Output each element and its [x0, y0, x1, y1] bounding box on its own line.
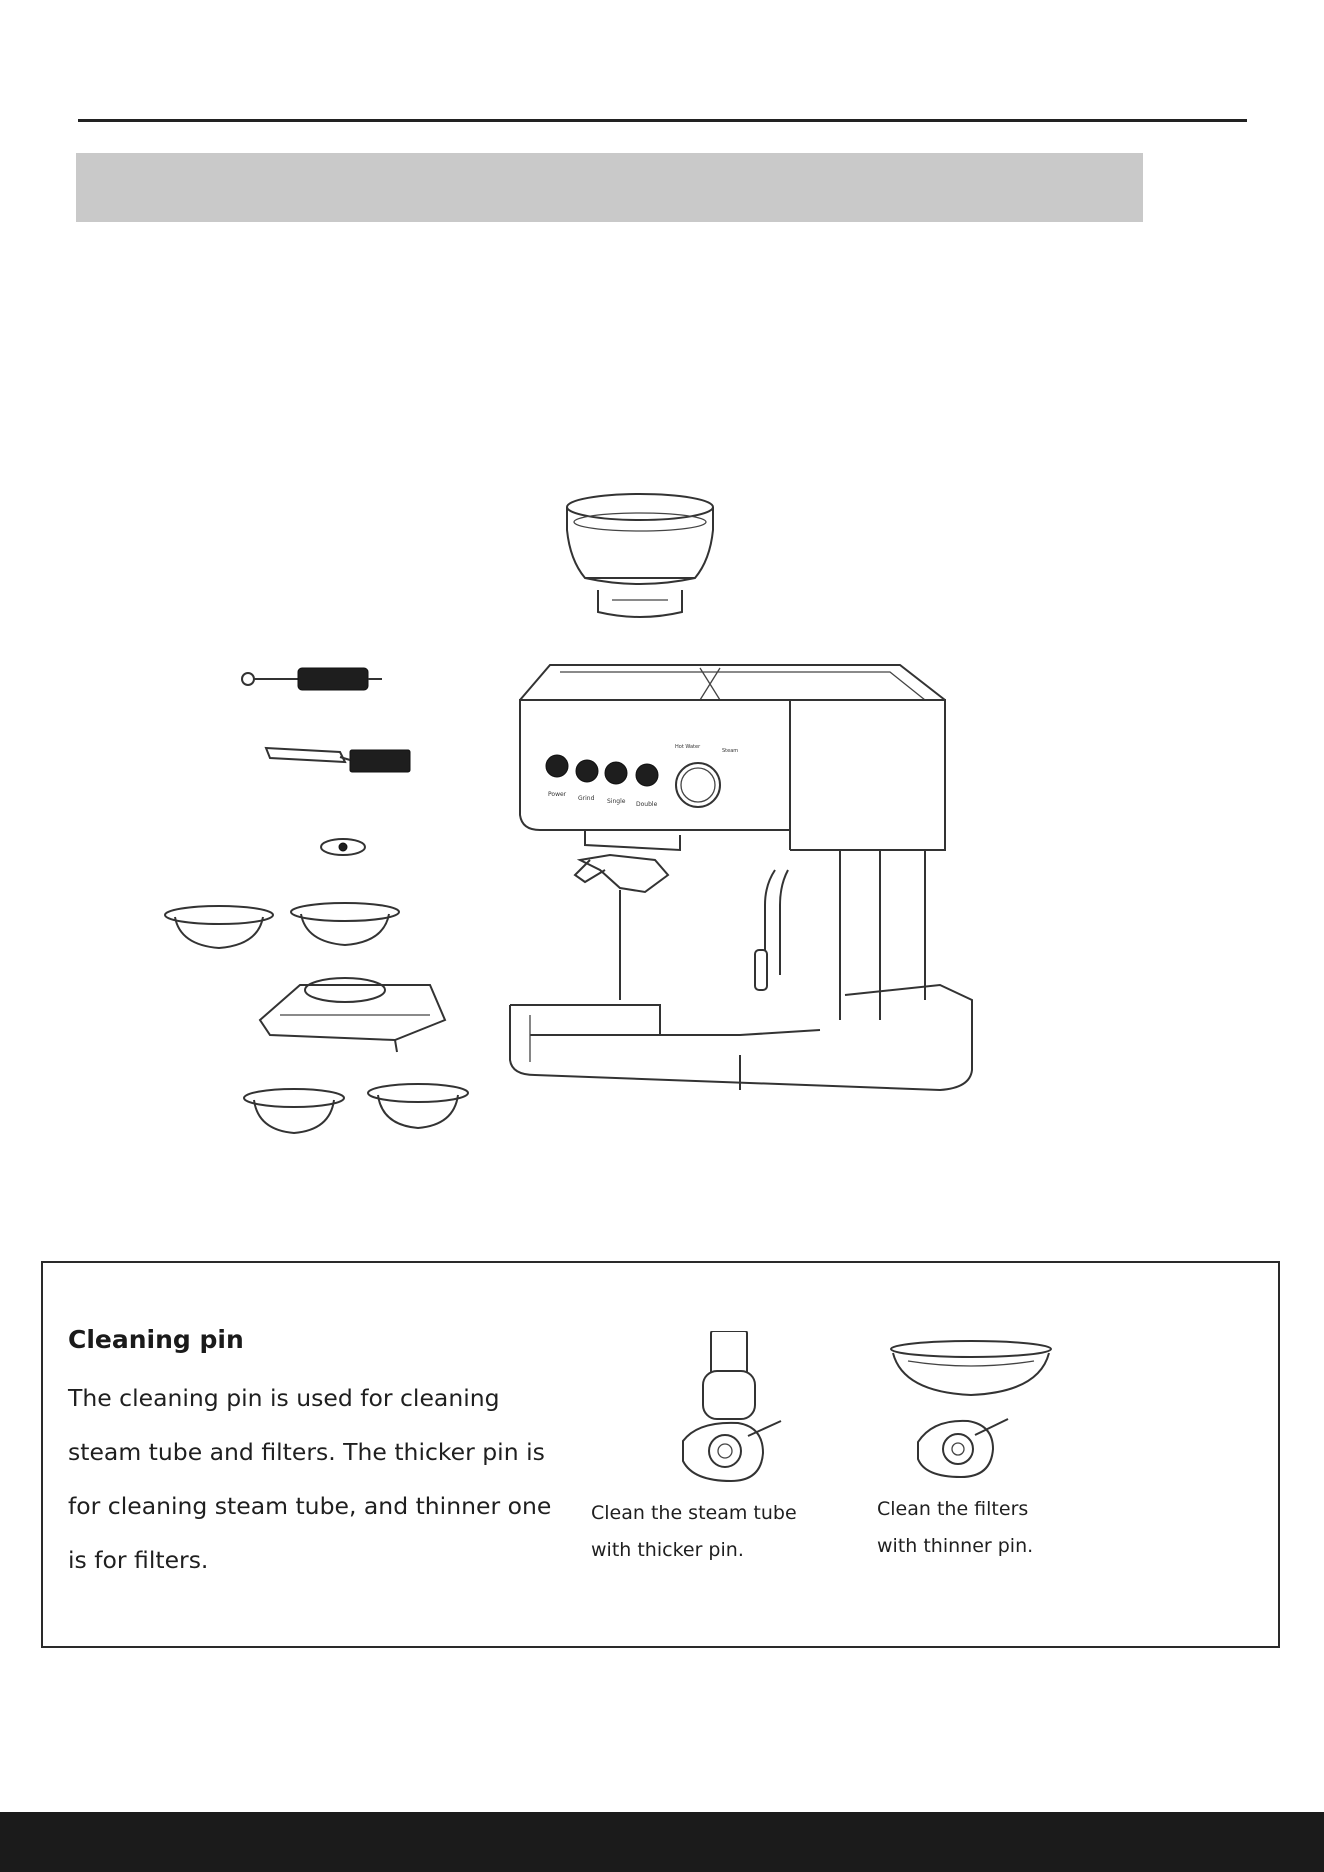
machine-body	[510, 665, 972, 1090]
cleaning-pin-info-box	[41, 1261, 1280, 1648]
filter-caption	[877, 1491, 1097, 1565]
single-label: Single	[607, 798, 626, 805]
power-label: Power	[548, 791, 567, 798]
info-body: The cleaning pin is used for cleaning steam tube and filters. The thicker pin is for cleaning steam tube, and thinner one is for filters.	[68, 1384, 552, 1574]
steam-tube-caption	[591, 1495, 851, 1569]
steam-caption-line-1: Clean the steam tube	[591, 1502, 797, 1524]
grind-label: Grind	[578, 795, 595, 802]
info-heading: Cleaning pin	[68, 1325, 244, 1354]
steam-tube-cleaning-icon	[643, 1331, 813, 1521]
double-label: Double	[636, 801, 658, 808]
hot-water-label: Hot Water	[675, 744, 701, 750]
tamper-brush-icon	[266, 748, 410, 772]
drip-tray-icon	[260, 978, 445, 1052]
footer-bar	[0, 1812, 1324, 1872]
steam-caption-line-2: with thicker pin.	[591, 1539, 744, 1561]
cleaning-pin-icon	[321, 839, 365, 855]
section-title-band	[76, 153, 1143, 222]
espresso-machine-illustration	[150, 490, 990, 1150]
steam-label: Steam	[722, 748, 739, 754]
filter-basket-icon	[165, 903, 468, 1133]
bean-hopper-icon	[567, 494, 713, 617]
filter-caption-line-2: with thinner pin.	[877, 1535, 1034, 1557]
filter-caption-line-1: Clean the filters	[877, 1498, 1029, 1520]
top-divider	[78, 119, 1247, 122]
cleaning-brush-icon	[242, 668, 382, 690]
